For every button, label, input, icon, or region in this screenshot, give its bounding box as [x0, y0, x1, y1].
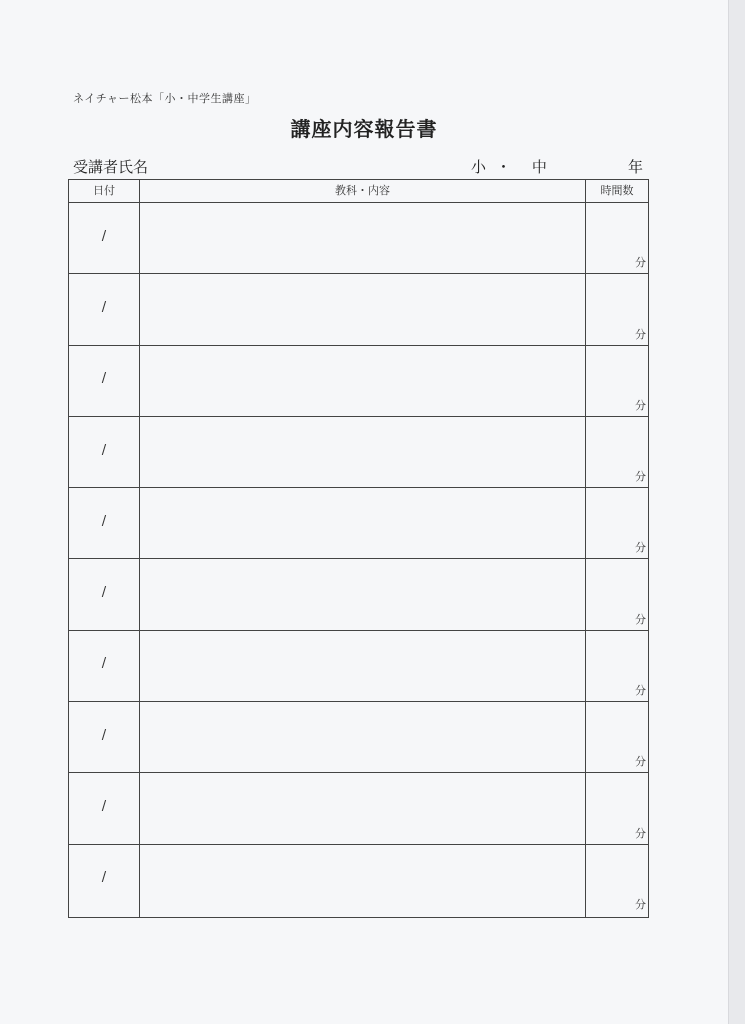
date-cell: / — [101, 371, 107, 387]
table-row — [69, 488, 648, 559]
date-cell: / — [101, 442, 107, 458]
duration-unit-label: 分 — [635, 470, 646, 484]
student-name-label: 受講者氏名 — [73, 158, 149, 176]
column-header-content: 教科・内容 — [335, 184, 390, 197]
school-level-label — [471, 156, 557, 177]
organization-label: ネイチャー松本「小・中学生講座」 — [73, 92, 257, 105]
school-separator: ・ — [496, 158, 512, 176]
duration-unit-label: 分 — [635, 755, 646, 769]
school-junior-label: 中 — [531, 158, 547, 176]
date-cell: / — [101, 727, 107, 743]
date-cell: / — [101, 228, 107, 244]
duration-unit-label: 分 — [635, 897, 646, 911]
column-header-date: 日付 — [93, 184, 115, 197]
column-divider-duration — [585, 180, 586, 917]
duration-unit-label: 分 — [635, 612, 646, 626]
table-header — [69, 180, 648, 203]
table-row — [69, 773, 648, 844]
date-cell: / — [101, 299, 107, 315]
duration-unit-label: 分 — [635, 541, 646, 555]
table-row — [69, 845, 648, 916]
date-cell: / — [101, 799, 107, 815]
table-row — [69, 560, 648, 631]
report-table — [68, 179, 649, 918]
column-divider-date — [139, 180, 140, 917]
date-cell: / — [101, 513, 107, 529]
date-cell: / — [101, 656, 107, 672]
date-cell: / — [101, 585, 107, 601]
duration-unit-label: 分 — [635, 256, 646, 270]
duration-unit-label: 分 — [635, 327, 646, 341]
table-row — [69, 203, 648, 274]
duration-unit-label: 分 — [635, 826, 646, 840]
page-title: 講座内容報告書 — [290, 117, 438, 141]
date-cell: / — [101, 870, 107, 886]
table-row — [69, 631, 648, 702]
table-row — [69, 417, 648, 488]
column-header-duration: 時間数 — [600, 184, 634, 197]
table-row — [69, 346, 648, 417]
grade-year-label: 年 — [628, 158, 644, 176]
school-elementary-label: 小 — [471, 158, 487, 176]
duration-unit-label: 分 — [635, 684, 646, 698]
table-row — [69, 702, 648, 773]
table-row — [69, 274, 648, 345]
duration-unit-label: 分 — [635, 398, 646, 412]
